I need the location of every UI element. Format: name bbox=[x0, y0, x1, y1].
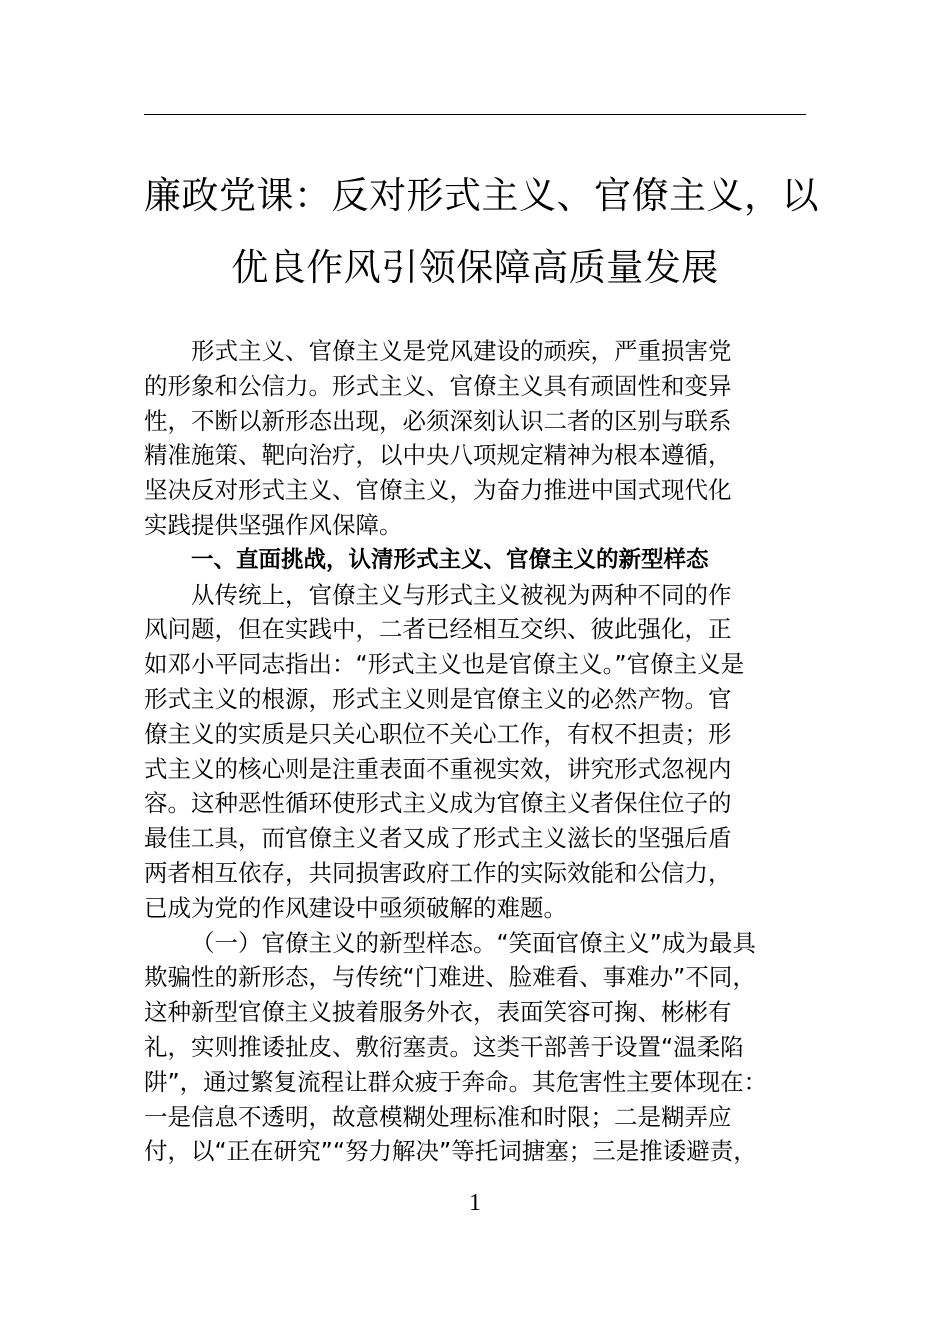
text-line: 式主义的核心则是注重表面不重视实效，讲究形式忽视内 bbox=[144, 754, 732, 783]
document-title bbox=[144, 160, 819, 304]
text-line: 性，不断以新形态出现，必须深刻认识二者的区别与联系 bbox=[144, 406, 732, 435]
document-body bbox=[144, 334, 806, 1169]
text-line: 阱”，通过繁复流程让群众疲于奔命。其危害性主要体现在： bbox=[144, 1067, 768, 1096]
section-heading-text: 一、直面挑战，认清形式主义、官僚主义的新型样态 bbox=[191, 546, 709, 573]
text-line: 付，以“正在研究”“努力解决”等托词搪塞；三是推诿避责， bbox=[144, 1137, 757, 1166]
text-line: 两者相互依存，共同损害政府工作的实际效能和公信力， bbox=[144, 858, 732, 887]
text-line: 坚决反对形式主义、官僚主义，为奋力推进中国式现代化 bbox=[144, 476, 732, 505]
header-rule bbox=[144, 114, 806, 115]
text-line: 已成为党的作风建设中亟须破解的难题。 bbox=[144, 893, 567, 922]
section-heading bbox=[144, 543, 806, 578]
text-line: 风问题，但在实践中，二者已经相互交织、彼此强化，正 bbox=[144, 615, 732, 644]
intro-paragraph bbox=[144, 334, 806, 543]
text-line: 实践提供坚强作风保障。 bbox=[144, 510, 403, 539]
text-line: 僚主义的实质是只关心职位不关心工作，有权不担责；形 bbox=[144, 719, 732, 748]
text-line: 欺骗性的新形态，与传统“门难进、脸难看、事难办”不同， bbox=[144, 963, 756, 992]
text-line: 礼，实则推诿扯皮、敷衍塞责。这类干部善于设置“温柔陷 bbox=[144, 1032, 744, 1061]
text-line: 如邓小平同志指出：“形式主义也是官僚主义。”官僚主义是 bbox=[144, 650, 745, 679]
subsection-paragraph bbox=[144, 926, 806, 1170]
text-line: （一）官僚主义的新型样态。“笑面官僚主义”成为最具 bbox=[191, 928, 756, 957]
text-line: 最佳工具，而官僚主义者又成了形式主义滋长的坚强后盾 bbox=[144, 824, 732, 853]
text-line: 容。这种恶性循环使形式主义成为官僚主义者保住位子的 bbox=[144, 789, 732, 818]
text-line: 形式主义、官僚主义是党风建设的顽疾，严重损害党 bbox=[191, 337, 732, 365]
text-line: 精准施策、靶向治疗，以中央八项规定精神为根本遵循， bbox=[144, 441, 732, 470]
text-line: 形式主义的根源，形式主义则是官僚主义的必然产物。官 bbox=[144, 684, 732, 713]
text-line: 从传统上，官僚主义与形式主义被视为两种不同的作 bbox=[191, 580, 732, 609]
text-line: 这种新型官僚主义披着服务外衣，表面笑容可掬、彬彬有 bbox=[144, 998, 732, 1027]
title-line: 廉政党课：反对形式主义、官僚主义，以 bbox=[144, 174, 819, 217]
section-paragraph bbox=[144, 578, 806, 926]
text-line: 的形象和公信力。形式主义、官僚主义具有顽固性和变异 bbox=[144, 371, 732, 400]
text-line: 一是信息不透明，故意模糊处理标准和时限；二是糊弄应 bbox=[144, 1102, 732, 1131]
title-line: 优良作风引领保障高质量发展 bbox=[231, 246, 719, 289]
page-number: 1 bbox=[469, 1190, 481, 1216]
